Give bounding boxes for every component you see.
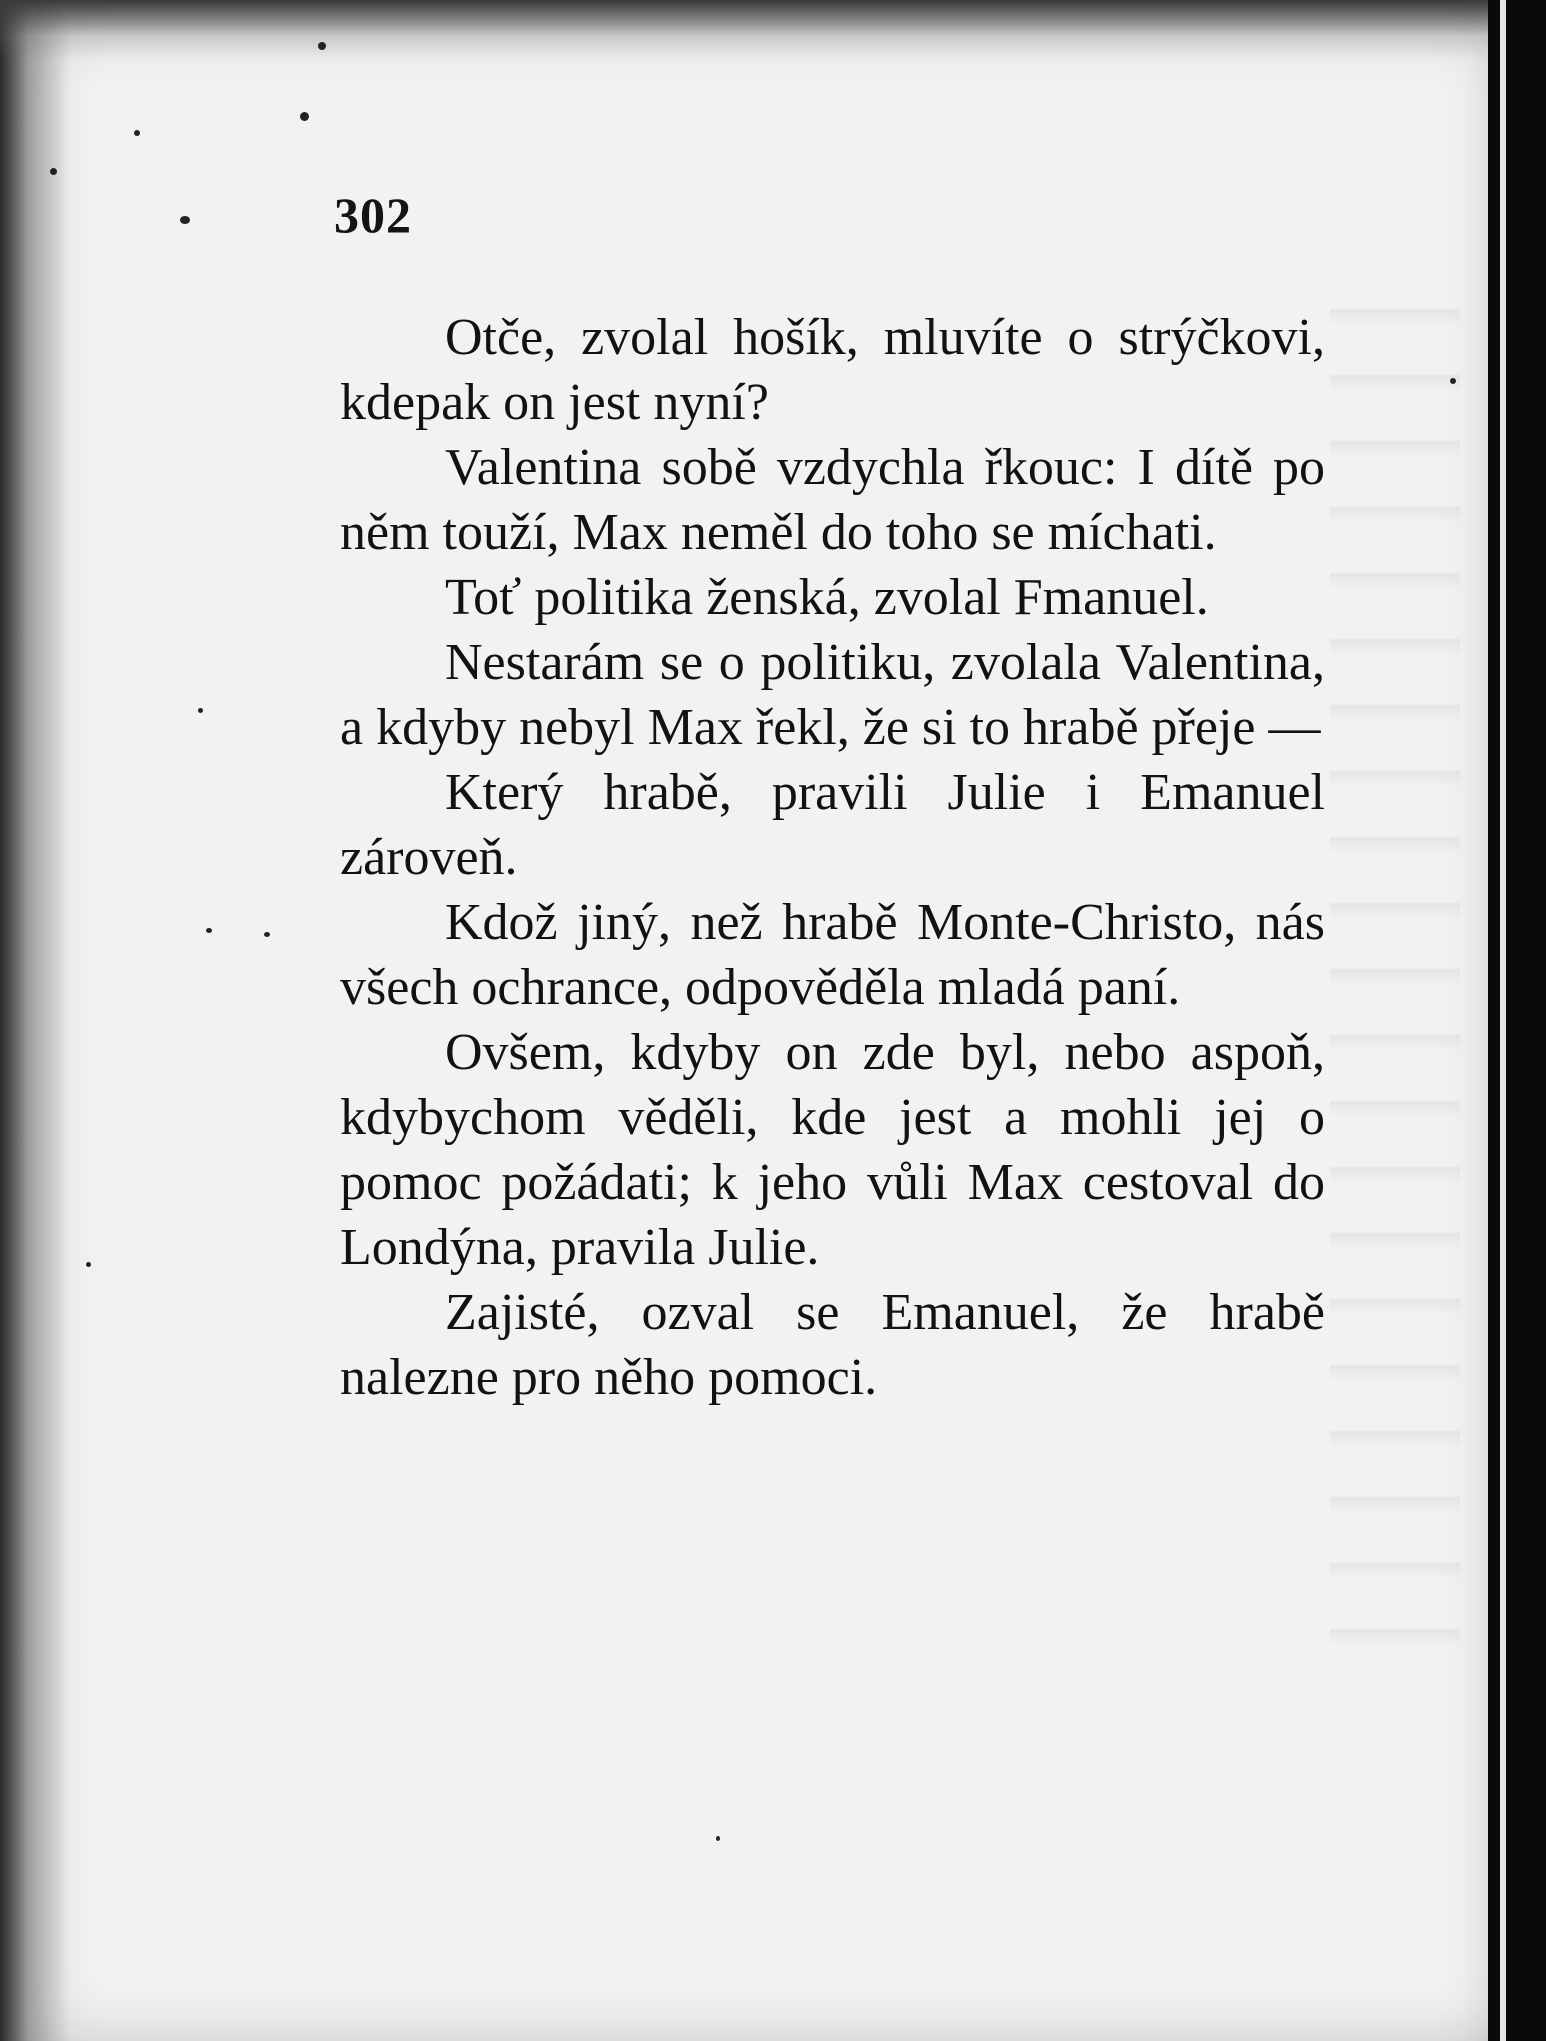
page-number: 302: [334, 187, 412, 243]
paragraph: Nestarám se o politiku, zvolala Valentina, a kdyby nebyl Max řekl, že si to hrabě přeje —: [340, 634, 1325, 756]
book-gutter: [1488, 0, 1546, 2041]
dust-speck: [1450, 378, 1456, 384]
dust-speck: [264, 932, 270, 937]
paragraph: Zajisté, ozval se Emanuel, že hrabě nalezne pro něho pomoci.: [340, 1284, 1325, 1406]
dust-speck: [318, 42, 326, 50]
dust-speck: [716, 1836, 720, 1841]
paragraph: Který hrabě, pravili Julie i Emanuel zároveň.: [340, 764, 1325, 886]
dust-speck: [86, 1262, 91, 1267]
dust-speck: [180, 216, 190, 224]
dust-speck: [206, 928, 212, 933]
dust-speck: [300, 112, 309, 121]
dust-speck: [50, 168, 57, 175]
body-text: [340, 305, 1325, 1410]
paragraph: Otče, zvolal hošík, mluvíte o strýčkovi, kdepak on jest nyní?: [340, 309, 1325, 431]
bleed-through-texture: [1330, 260, 1460, 1680]
paragraph: Kdož jiný, než hrabě Monte-Christo, nás všech ochrance, odpověděla mladá paní.: [340, 894, 1325, 1016]
page-shadow-top: [0, 0, 1488, 60]
dust-speck: [134, 130, 140, 136]
next-page-edge: [1500, 0, 1506, 2041]
page-shadow-left: [0, 0, 70, 2041]
paragraph: Toť politika ženská, zvolal Fmanuel.: [445, 569, 1209, 626]
dust-speck: [198, 708, 203, 713]
paragraph: Valentina sobě vzdychla řkouc: I dítě po něm touží, Max neměl do toho se míchati.: [340, 439, 1325, 561]
paragraph: Ovšem, kdyby on zde byl, nebo aspoň, kdybychom věděli, kde jest a mohli jej o pomoc požádati; k jeho vůli Max cestoval do Londýna, pravila Julie.: [340, 1024, 1325, 1276]
